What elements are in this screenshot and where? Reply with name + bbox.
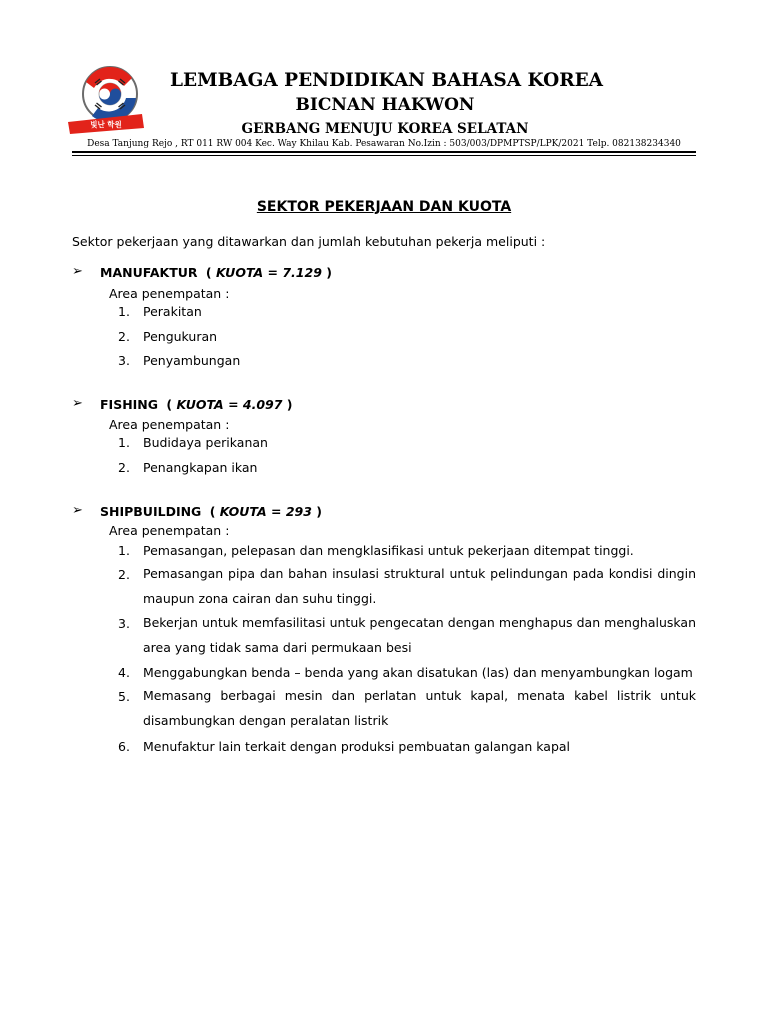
list-text: Budidaya perikanan <box>143 435 268 450</box>
list-number: 4. <box>118 665 130 680</box>
quota-open-paren: ( <box>209 504 216 519</box>
logo-text: 빛난 학원 <box>90 120 122 129</box>
list-number: 6. <box>118 739 130 754</box>
document-title: SEKTOR PEKERJAAN DAN KUOTA <box>256 199 512 215</box>
quota-open-paren: ( <box>166 397 173 412</box>
list-number: 2. <box>118 329 130 344</box>
list-text: Memasang berbagai mesin dan perlatan untuk kapal, menata kabel listrik untuk disambungkan dengan peralatan listrik <box>143 688 696 728</box>
intro-paragraph: Sektor pekerjaan yang ditawarkan dan jumlah kebutuhan pekerja meliputi : <box>72 234 546 249</box>
quota-open-paren: ( <box>205 265 212 280</box>
list-number: 3. <box>118 616 130 631</box>
list-text: Perakitan <box>143 304 202 319</box>
quota-close-paren: ) <box>316 504 323 519</box>
list-number: 1. <box>118 304 130 319</box>
organization-subname: BICNAN HAKWON <box>295 95 475 115</box>
sector-name: MANUFAKTUR <box>100 265 198 280</box>
area-label: Area penempatan : <box>109 523 230 538</box>
list-text: Pemasangan pipa dan bahan insulasi struktural untuk pelindungan pada kondisi dingin maupun zona cairan dan suhu tinggi. <box>143 566 696 606</box>
sector-quota: KOUTA = 293 <box>219 504 312 519</box>
quota-close-paren: ) <box>326 265 332 280</box>
letterhead-divider-thick <box>72 151 696 153</box>
quota-close-paren: ) <box>286 397 293 412</box>
list-number: 1. <box>118 435 130 450</box>
list-text: Penangkapan ikan <box>143 460 258 475</box>
arrow-bullet-icon: ➢ <box>72 396 83 411</box>
list-text: Penyambungan <box>143 353 241 368</box>
letterhead-divider-thin <box>72 155 696 156</box>
area-label: Area penempatan : <box>109 286 230 301</box>
list-number: 1. <box>118 543 130 558</box>
list-text: Menufaktur lain terkait dengan produksi pembuatan galangan kapal <box>143 739 571 754</box>
sector-name: FISHING <box>100 397 159 412</box>
sector-name: SHIPBUILDING <box>100 504 202 519</box>
list-number: 2. <box>118 567 130 582</box>
list-text: Pengukuran <box>143 329 218 344</box>
arrow-bullet-icon: ➢ <box>72 264 83 279</box>
list-number: 2. <box>118 460 130 475</box>
organization-tagline: GERBANG MENUJU KOREA SELATAN <box>241 121 529 137</box>
arrow-bullet-icon: ➢ <box>72 503 83 518</box>
organization-name: LEMBAGA PENDIDIKAN BAHASA KOREA <box>170 70 604 91</box>
institution-logo <box>66 64 150 138</box>
sector-quota: KUOTA = 7.129 <box>215 265 322 280</box>
area-label: Area penempatan : <box>109 417 230 432</box>
list-number: 3. <box>118 353 130 368</box>
list-text: Pemasangan, pelepasan dan mengklasifikasi untuk pekerjaan ditempat tinggi. <box>143 543 634 558</box>
organization-address: Desa Tanjung Rejo , RT 011 RW 004 Kec. Way Khilau Kab. Pesawaran No.Izin : 503/003/DPMPTSP/LPK/2021 Telp. 082138234340 <box>87 139 681 149</box>
sector-quota: KUOTA = 4.097 <box>176 397 283 412</box>
list-text: Bekerjan untuk memfasilitasi untuk pengecatan dengan menghapus dan menghaluskan area yang tidak sama dari permukaan besi <box>143 615 696 655</box>
list-number: 5. <box>118 689 130 704</box>
list-text: Menggabungkan benda – benda yang akan disatukan (las) dan menyambungkan logam <box>143 665 693 680</box>
